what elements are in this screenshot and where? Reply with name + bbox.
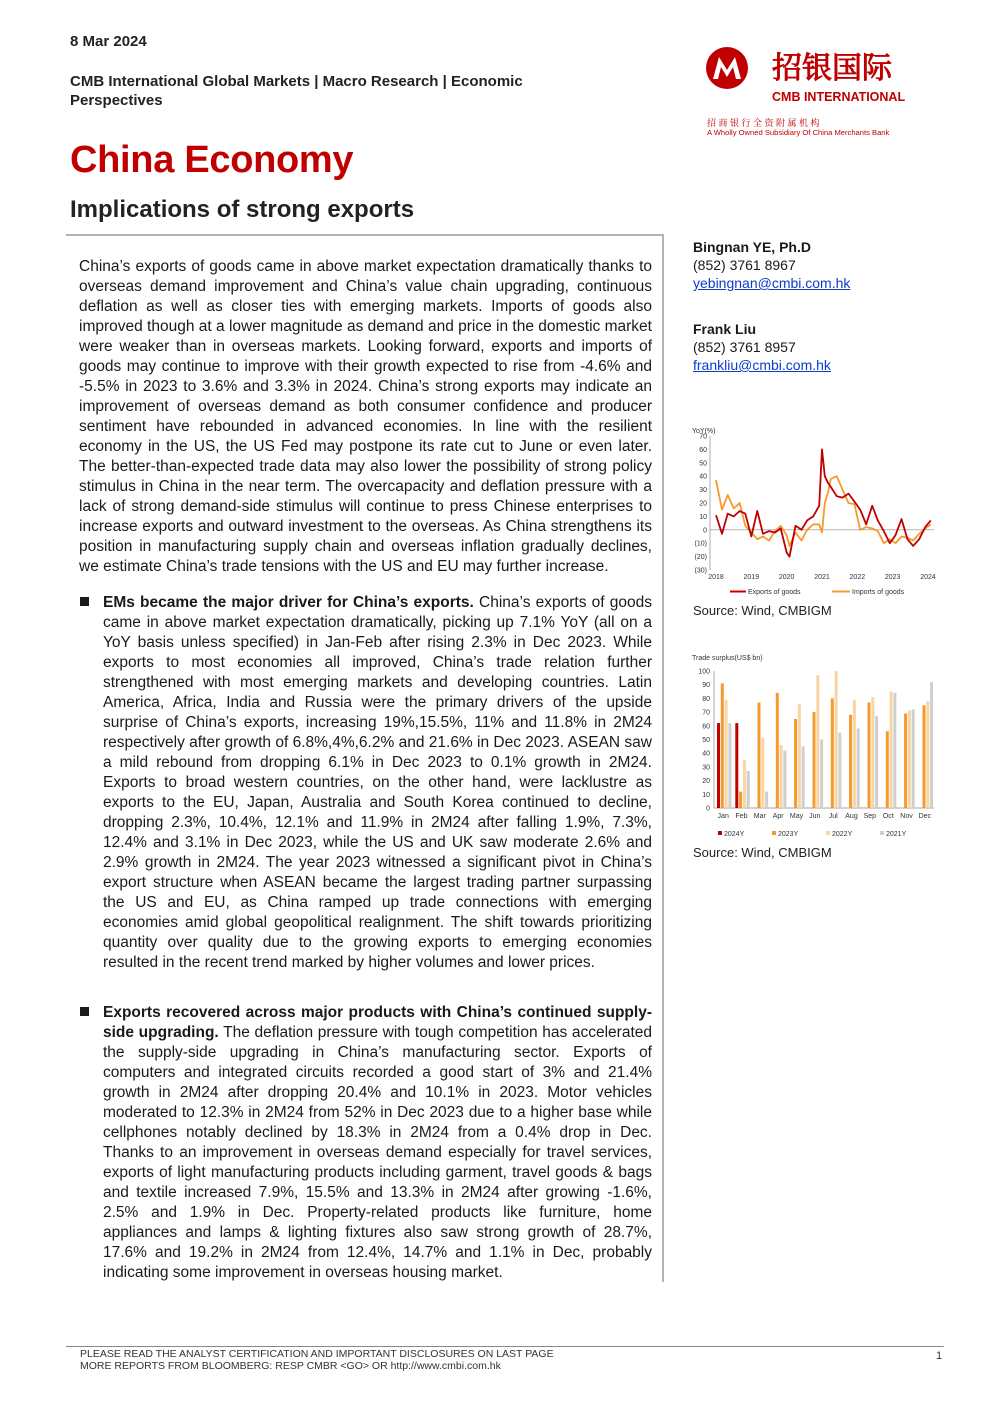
chart2-bar — [783, 751, 786, 809]
page-number: 1 — [936, 1350, 943, 1362]
divider-right — [662, 234, 664, 1282]
chart1-legend-label: Exports of goods — [748, 589, 801, 596]
chart2-bar — [798, 704, 801, 808]
logo-tagline: A Wholly Owned Subsidiary Of China Merchants Bank — [707, 128, 890, 137]
chart1-ylabel: YoY(%) — [692, 428, 716, 435]
bullet-lead-1: EMs became the major driver for China’s exports. — [103, 594, 474, 611]
logo-en-text: CMB INTERNATIONAL — [772, 90, 906, 104]
footer-divider — [66, 1346, 944, 1347]
chart2-bar — [820, 740, 823, 809]
chart2-bar — [802, 746, 805, 808]
chart2-ytick-label: 40 — [702, 750, 710, 758]
logo-cn-text: 招银国际 — [772, 52, 892, 85]
chart2-source: Source: Wind, CMBIGM — [693, 845, 832, 860]
chart1-ytick-label: 60 — [699, 446, 707, 454]
chart2-ytick-label: 70 — [702, 709, 710, 717]
bullet-lead-2: Exports recovered across major products with China’s continued supply-side upgrading. — [103, 1004, 652, 1041]
logo-circle-icon — [706, 47, 748, 89]
chart2-bar — [743, 760, 746, 808]
chart1-series-line — [716, 476, 931, 546]
chart2-ytick-label: 0 — [706, 805, 710, 813]
chart1-ytick-label: 40 — [699, 473, 707, 481]
chart2-bar — [728, 723, 731, 808]
chart2-bar — [725, 700, 728, 808]
chart1-xtick-label: 2023 — [884, 574, 901, 581]
cmb-international-logo — [705, 46, 930, 138]
chart1-ytick-label: 30 — [699, 487, 707, 495]
chart2-xtick-label: Jan — [717, 813, 729, 820]
bullet-paragraph-2 — [103, 1003, 652, 1283]
chart2-bar — [926, 701, 929, 808]
chart2-bar — [912, 709, 915, 808]
chart2-xtick-label: Sep — [863, 813, 877, 820]
chart2-bar — [838, 733, 841, 808]
chart2-xtick-label: Dec — [918, 813, 932, 820]
report-org: CMB International Global Markets | Macro Research | Economic Perspectives — [70, 73, 523, 109]
chart2-bar — [739, 792, 742, 808]
bullet-paragraph-1 — [103, 593, 652, 973]
chart2-bar — [761, 738, 764, 808]
chart1-xtick-label: 2024 — [920, 574, 936, 581]
footer-line-1: PLEASE READ THE ANALYST CERTIFICATION AND IMPORTANT DISCLOSURES ON LAST PAGE — [80, 1348, 554, 1360]
chart2-xtick-label: Feb — [735, 813, 748, 820]
chart2-bar — [886, 731, 889, 808]
chart2-bar — [780, 745, 783, 808]
chart1-ytick-label: 70 — [699, 433, 707, 441]
chart2-ytick-label: 90 — [702, 682, 710, 690]
chart2-bar — [857, 729, 860, 809]
chart2-xtick-label: Apr — [772, 813, 784, 820]
chart2-xtick-label: Nov — [900, 813, 913, 820]
chart2-bar — [735, 723, 738, 808]
chart2-xtick-label: May — [789, 813, 804, 820]
chart1-xtick-label: 2020 — [778, 574, 795, 581]
chart1-xtick-label: 2021 — [814, 574, 830, 581]
chart2-bar — [776, 693, 779, 808]
chart1-legend-label: Imports of goods — [852, 589, 905, 596]
bullet-text-2: The deflation pressure with tough competition has accelerated the supply-side upgrading in China’s manufacturing sector. Exports of computers and integrated circuits recorded a good start of 3% and 21.4% growth in 2M24 after dropping 20.4% and 10.1% in 2023. Motor vehicles moderated to 12.3% in 2M24 from 52% in Dec 2023 due to a higher base while cellphones notably declined by 18.3% in 2M24 from a 0.4% drop in Dec. Thanks to an improvement in overseas demand especially for travel services, exports of light manufacturing products including garment, travel goods & bags and textile increased 7.9%, 15.5% and 13.3% in 2M24 after growing -1.6%, 2.5% and 1.9% in Dec. Property-related products like furniture, home appliances and lamps & lighting fixtures also saw strong growth of 28.7%, 17.6% and 19.2% in 2M24 from 12.4%, 14.7% and 1.1% in Dec, probably indicating some improvement in overseas housing market. — [103, 1024, 652, 1281]
chart1-ytick-label: (30) — [694, 567, 707, 575]
chart2-xtick-label: Aug — [845, 813, 858, 820]
bullet-square-icon — [80, 597, 89, 606]
chart2-xtick-label: Jun — [809, 813, 821, 820]
divider-top — [66, 234, 663, 236]
footer-line-2: MORE REPORTS FROM BLOOMBERG: RESP CMBR <GO> OR http://www.cmbi.com.hk — [80, 1360, 501, 1372]
chart-trade-surplus — [688, 651, 942, 841]
analyst-email-link[interactable]: yebingnan@cmbi.com.hk — [693, 275, 851, 291]
chart2-bar — [904, 714, 907, 809]
chart2-bar — [813, 712, 816, 808]
chart2-legend-label: 2022Y — [832, 831, 853, 838]
chart2-bar — [871, 697, 874, 808]
page-title: China Economy — [70, 139, 354, 181]
logo-cn-small-text: 招 商 银 行 全 资 附 属 机 构 — [707, 118, 820, 128]
analyst-card-1 — [693, 238, 850, 292]
chart2-bar — [875, 716, 878, 808]
chart2-legend-swatch — [880, 831, 884, 835]
chart2-bar — [890, 692, 893, 809]
chart2-bar — [717, 723, 720, 808]
chart1-xtick-label: 2019 — [743, 574, 760, 581]
chart1-ytick-label: 20 — [699, 500, 707, 508]
chart2-bar — [853, 700, 856, 808]
bullet-square-icon — [80, 1007, 89, 1016]
analyst-card-2 — [693, 320, 831, 374]
chart2-bar — [794, 719, 797, 808]
chart1-source: Source: Wind, CMBIGM — [693, 603, 832, 618]
chart2-ytick-label: 80 — [702, 695, 710, 703]
chart1-ytick-label: (10) — [694, 540, 707, 548]
chart2-xtick-label: Mar — [753, 813, 766, 820]
chart2-bar — [930, 682, 933, 808]
chart2-bar — [831, 698, 834, 808]
chart1-ytick-label: (20) — [694, 554, 707, 562]
chart2-ytick-label: 20 — [702, 778, 710, 786]
chart2-bar — [721, 683, 724, 808]
chart2-legend-label: 2021Y — [886, 831, 907, 838]
bullet-text-1: China’s exports of goods came in above market expectation dramatically, picking up 7.1% YoY (all on a YoY basis unless specified) in Jan-Feb after rising 2.3% in Dec 2023. While exports to most economies all improved, China’s trade relation further strengthened with most emerging markets and developing countries. Latin America, Africa, India and Russia were the primary drivers of the upside surprise of China’s exports, increasing 19%,15.5%, 11% and 11.8% in 2M24 respectively after growth of 6.8%,4%,6.2% and 21.6% in Dec 2023. ASEAN saw a mild rebound from dropping 6.1% in Dec 2023 to 0.1% growth in 2M24. Exports to broad western countries, on the other hand, were lacklustre as exports to the EU, Japan, Australia and South Korea continued to decline, dropping 2.3%, 10.4%, 12.1% and 11.9% in 2M24 after falling 1.9%, 7.3%, 12.4% and 3.1% in Dec 2023, while the US and UK saw moderate 2.6% and 2.9% growth in 2M24. The year 2023 witnessed a significant pivot in China’s export structure when ASEAN became the largest trading partner surpassing the US and EU, as China ramped up trade connections with emerging economies amid global geopolitical realignment. The shift towards prioritizing quantity over quality due to the growing exports to emerging economies resulted in the recent trend marked by higher volumes and lower prices. — [103, 594, 653, 971]
chart2-bar — [868, 703, 871, 809]
summary-paragraph: China’s exports of goods came in above market expectation dramatically thanks to overseas demand improvement and China’s value chain upgrading, continuous deflation as well as closer ties with emerging markets. Imports of goods also improved though at a lower magnitude as demand and price in the domestic market were weaker than in overseas markets. Looking forward, exports and imports of goods may continue to improve with their growth expected to rise from -4.6% and -5.5% in 2023 to 3.6% and 3.3% in 2024. China’s strong exports may indicate an improvement of overseas demand as both consumer confidence and producer sentiment have rebounded in advanced economies. In line with the resilient economy in the US, the US Fed may postpone its rate cut to June or even later. The better-than-expected trade data may also lower the possibility of strong policy stimulus in China in the near term. The overcapacity and deflation pressure with a lack of strong demand-side stimulus will continue to press Chinese enterprises to increase exports and outward investment to the overseas. As China strengthens its position in manufacturing supply chain and overseas inflation gradually declines, we estimate China’s trade tensions with the US and EU may further increase. — [79, 258, 652, 575]
analyst-email-link[interactable]: frankliu@cmbi.com.hk — [693, 357, 831, 373]
chart2-bar — [747, 771, 750, 808]
chart2-bar — [835, 671, 838, 808]
analyst-name: Bingnan YE, Ph.D — [693, 239, 811, 255]
chart2-bar — [849, 715, 852, 808]
footer-disclaimer — [80, 1348, 554, 1372]
chart2-xtick-label: Jul — [828, 813, 838, 820]
analyst-name: Frank Liu — [693, 321, 757, 337]
chart2-legend-label: 2023Y — [778, 831, 799, 838]
chart2-ytick-label: 60 — [702, 723, 710, 731]
chart2-ytick-label: 100 — [698, 668, 710, 676]
page-subtitle: Implications of strong exports — [70, 196, 415, 223]
chart2-bar — [758, 703, 761, 809]
chart2-bar — [893, 693, 896, 808]
chart2-ytick-label: 30 — [702, 764, 710, 772]
chart1-xtick-label: 2022 — [849, 574, 866, 581]
analyst-phone: (852) 3761 8957 — [693, 339, 796, 355]
chart2-bar — [908, 711, 911, 808]
chart1-xtick-label: 2018 — [708, 574, 724, 581]
chart2-ytick-label: 50 — [702, 737, 710, 744]
report-date: 8 Mar 2024 — [70, 33, 147, 50]
chart2-legend-swatch — [772, 831, 776, 835]
chart2-legend-swatch — [718, 831, 722, 835]
chart2-ylabel: Trade surplus(US$ bn) — [692, 655, 763, 662]
chart1-ytick-label: 50 — [699, 460, 707, 468]
chart2-bar — [923, 705, 926, 808]
chart1-ytick-label: 10 — [699, 513, 707, 521]
chart2-ytick-label: 10 — [702, 791, 710, 799]
analyst-phone: (852) 3761 8967 — [693, 257, 796, 273]
chart1-ytick-label: 0 — [703, 527, 707, 535]
chart2-bar — [765, 792, 768, 808]
chart2-legend-swatch — [826, 831, 830, 835]
chart-yoy-trade — [688, 424, 942, 602]
chart2-legend-label: 2024Y — [724, 831, 745, 838]
chart2-bar — [816, 675, 819, 808]
chart2-xtick-label: Oct — [882, 813, 894, 820]
